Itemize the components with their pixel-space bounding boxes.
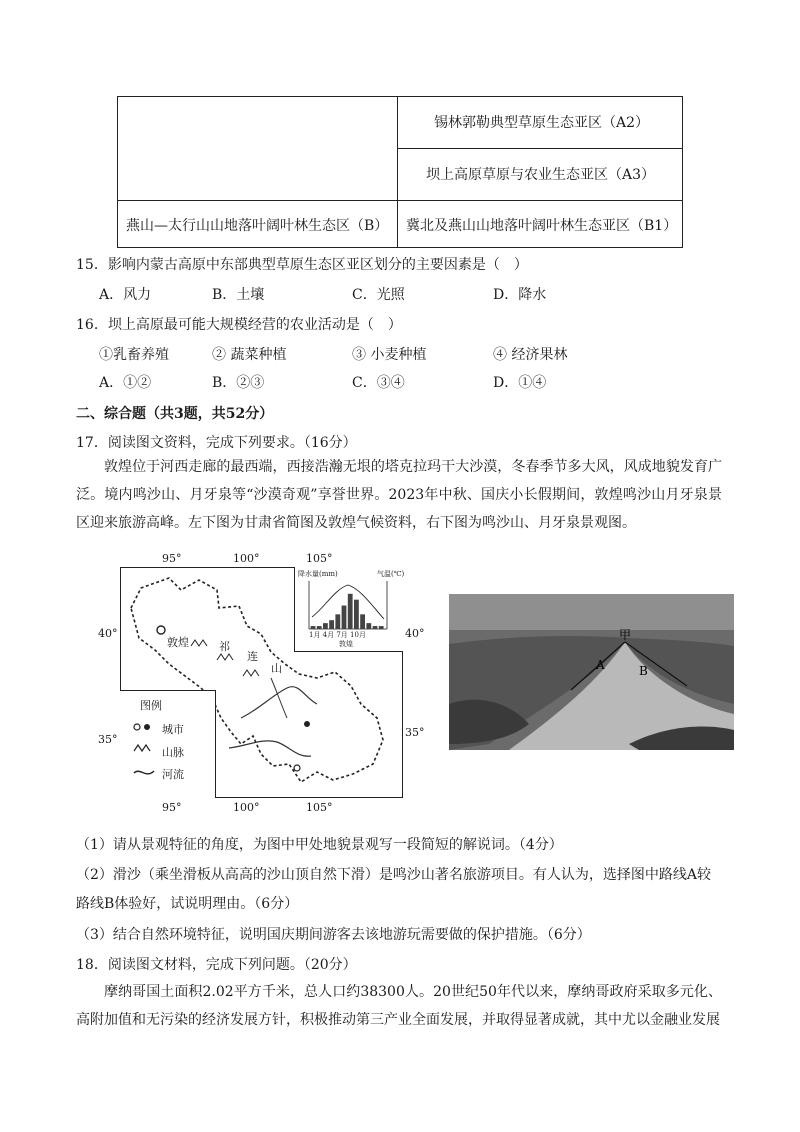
legend-symbols [132, 721, 158, 791]
legend-city-dot-icon [144, 724, 150, 730]
map-lon-100-top: 100° [233, 552, 260, 565]
photo-label-b: B [639, 664, 648, 678]
legend-mountain-label: 山脉 [162, 746, 184, 759]
climate-precip-label: 降水量(mm) [298, 570, 338, 578]
q16-item-4: ④ 经济果林 [493, 347, 568, 363]
q17-sub2-line2: 路线B体验好，试说明理由。（6分） [76, 896, 299, 912]
q17-passage: 敦煌位于河西走廊的最西端，西接浩瀚无垠的塔克拉玛干大沙漠，冬春季节多大风，风成地貌发育广泛。境内鸣沙山、月牙泉等“沙漠奇观”享誉世界。2023年中秋、国庆小长假期间，敦煌鸣沙山月牙泉景区迎来旅游高峰。左下图为甘肃省简图及敦煌气候资料，右下图为鸣沙山、月牙泉景观图。 [76, 459, 722, 531]
table-cell-b: 燕山—太行山山地落叶阔叶林生态区（B） [126, 218, 389, 234]
q15-stem: 15．影响内蒙古高原中东部典型草原生态区亚区划分的主要因素是（ ） [76, 257, 528, 273]
q16-option-d: D．①④ [493, 375, 547, 391]
map-lat-35-left: 35° [98, 733, 118, 746]
q16-option-c: C．③④ [352, 375, 405, 391]
legend-city-label: 城市 [162, 723, 184, 736]
climate-bar [317, 626, 322, 629]
q15-option-a: A．风力 [99, 287, 152, 303]
map-lat-40-left: 40° [98, 627, 118, 640]
map-label-shan: 山 [271, 662, 282, 675]
climate-bar [323, 623, 328, 629]
q18-passage: 摩纳哥国土面积2.02平方千米，总人口约38300人。20世纪50年代以来，摩纳哥政府采取多元化、高附加值和无污染的经济发展方针，积极推动第三产业全面发展，并取得显著成就，其中尤以金融业发展 [76, 984, 722, 1028]
map-label-qi: 祁 [219, 640, 230, 653]
climate-city: 敦煌 [339, 640, 353, 648]
mingsha-photo-svg [449, 594, 734, 750]
table-cell-a3: 坝上高原草原与农业生态亚区（A3） [426, 167, 656, 183]
map-lon-95-bottom: 95° [162, 801, 182, 814]
eco-region-table [117, 96, 683, 248]
table-cell-a2: 锡林郭勒典型草原生态亚区（A2） [434, 115, 650, 131]
q16-option-b: B．②③ [212, 375, 265, 391]
climate-bar [366, 623, 371, 629]
climate-bar [360, 614, 365, 629]
climate-bar [379, 626, 384, 629]
section-title: 二、综合题（共3题，共52分） [76, 406, 274, 422]
q17-sub3: （3）结合自然环境特征，说明国庆期间游客去该地游玩需要做的保护措施。（6分） [76, 927, 591, 943]
q15-option-b: B．土壤 [212, 287, 265, 303]
climate-chart [294, 567, 403, 652]
q15-option-d: D．降水 [493, 287, 547, 303]
map-label-dunhuang: 敦煌 [167, 636, 189, 649]
map-lat-35-right: 35° [405, 726, 425, 739]
map-lon-105-bottom: 105° [306, 801, 333, 814]
photo-label-jia: 甲 [619, 628, 632, 642]
climate-bar [311, 626, 316, 629]
q15-option-c: C．光照 [352, 287, 405, 303]
map-label-lian: 连 [247, 650, 258, 663]
map-lon-100-bottom: 100° [233, 801, 260, 814]
map-lon-105-top: 105° [306, 552, 333, 565]
q17-sub1: （1）请从景观特征的角度，为图中甲处地貌景观写一段简短的解说词。（4分） [76, 837, 563, 853]
climate-bar [373, 626, 378, 629]
mingsha-photo [449, 594, 734, 750]
map-lon-95-top: 95° [162, 552, 182, 565]
climate-bar [354, 600, 359, 629]
q18-stem: 18．阅读图文材料，完成下列问题。（20分） [76, 957, 357, 973]
legend-title: 图例 [140, 699, 162, 712]
climate-months: 1月 4月 7月 10月 [309, 631, 366, 639]
q17-sub2-line1: （2）滑沙（乘坐滑板从高高的沙山顶自然下滑）是鸣沙山著名旅游项目。有人认为，选择图中路线A较 [76, 867, 712, 883]
climate-bar [335, 614, 340, 629]
q17-stem: 17．阅读图文资料，完成下列要求。（16分） [76, 435, 357, 451]
photo-label-a: A [596, 658, 605, 672]
q16-item-1: ①乳畜养殖 [99, 347, 169, 363]
legend-mountain-icon [134, 745, 150, 751]
table-cell-b1: 冀北及燕山山地落叶阔叶林生态亚区（B1） [406, 218, 678, 234]
climate-bar [342, 606, 347, 629]
map-legend [120, 690, 216, 798]
map-lat-40-right: 40° [405, 627, 425, 640]
q16-item-2: ② 蔬菜种植 [212, 347, 287, 363]
climate-bar [348, 594, 353, 629]
q16-item-3: ③ 小麦种植 [352, 347, 427, 363]
climate-temp-label: 气温(℃) [377, 570, 405, 578]
legend-city-icon [134, 724, 140, 730]
legend-river-label: 河流 [162, 768, 184, 781]
q16-option-a: A．①② [99, 375, 152, 391]
climate-bar [329, 620, 334, 629]
q16-stem: 16．坝上高原最可能大规模经营的农业活动是（ ） [76, 317, 402, 333]
legend-river-icon [134, 771, 154, 774]
